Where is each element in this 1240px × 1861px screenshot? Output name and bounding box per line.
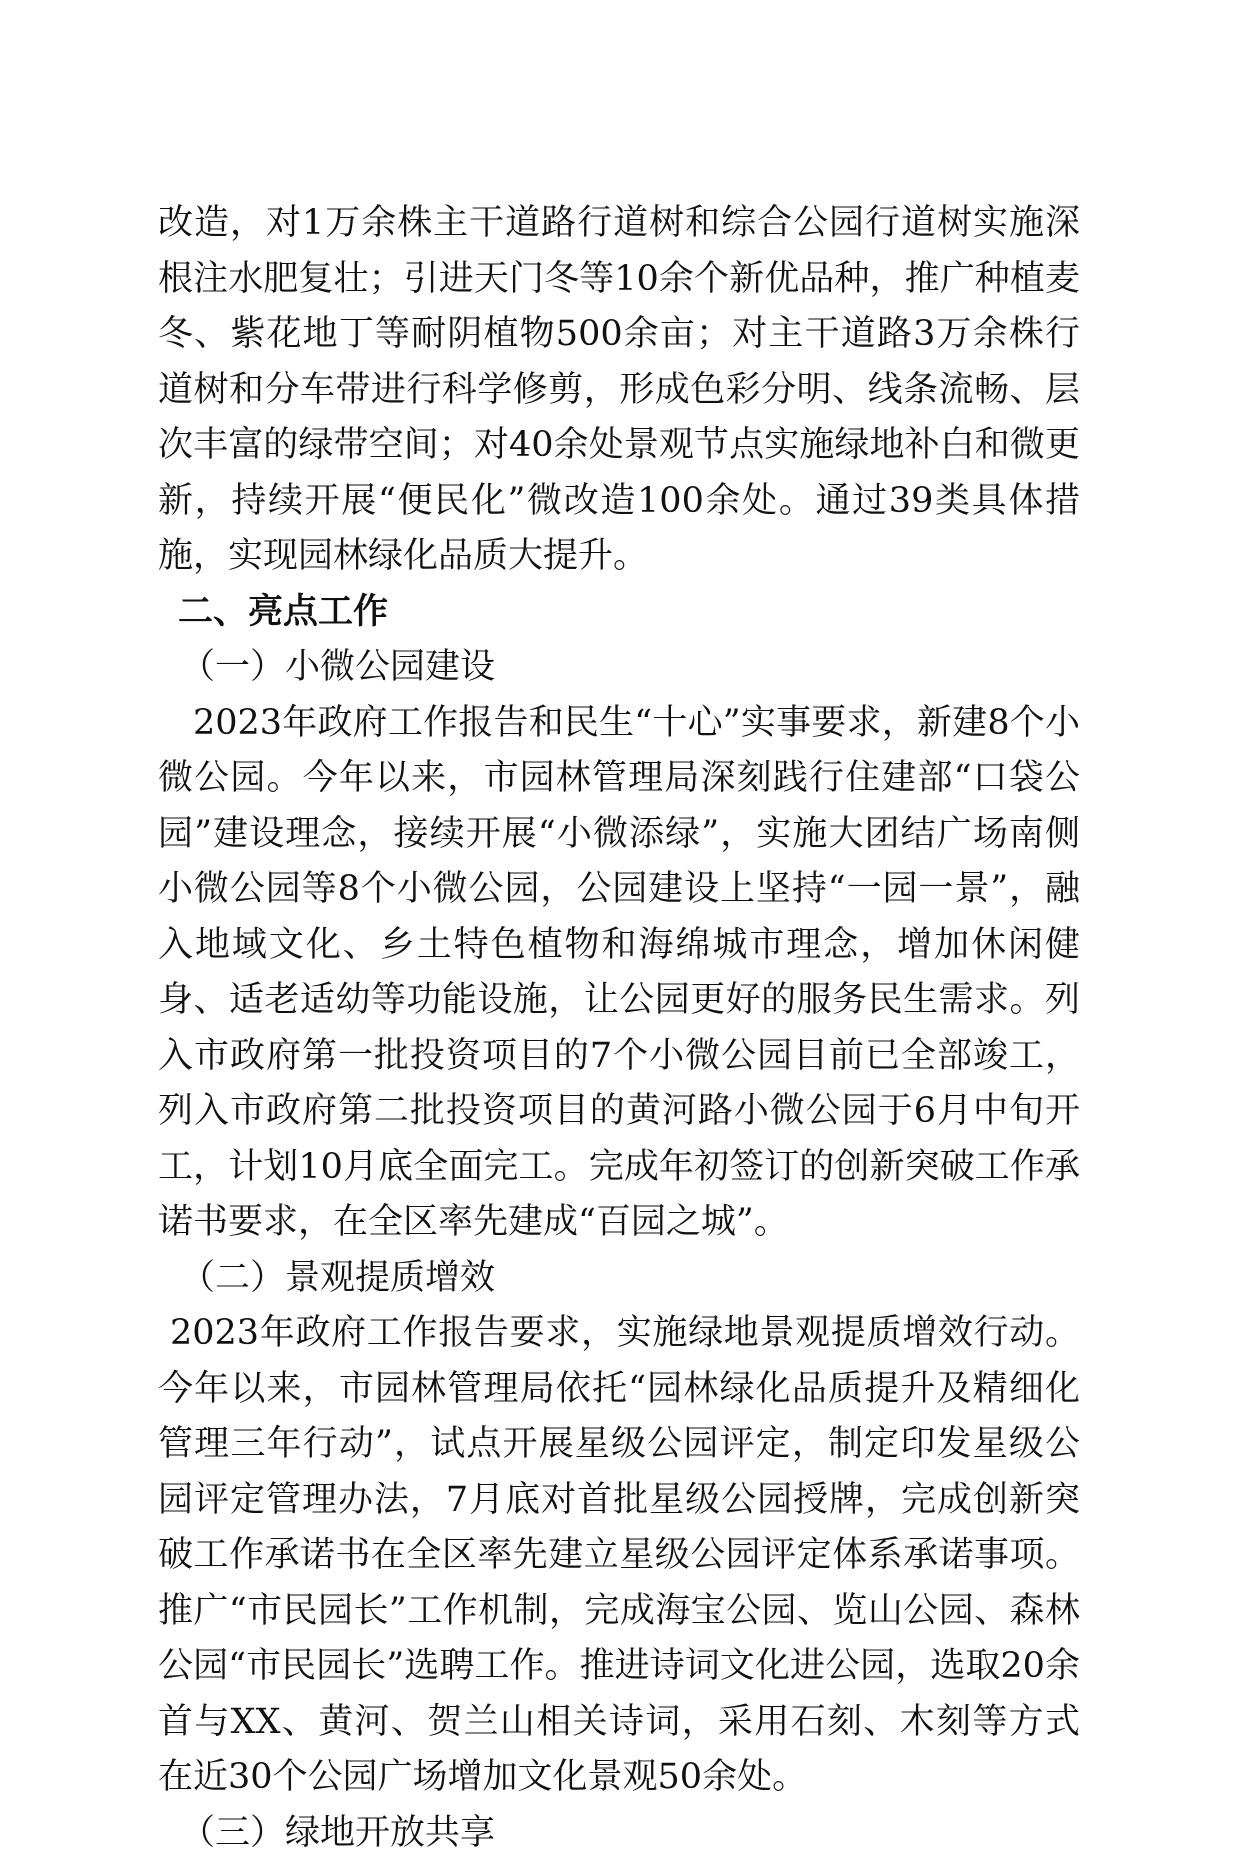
subsection-heading-green-space-sharing: （三）绿地开放共享: [158, 1806, 1080, 1861]
paragraph-micro-parks: 2023年政府工作报告和民生“十心”实事要求，新建8个小微公园。今年以来，市园林管理局深刻践行住建部“口袋公园”建设理念，接续开展“小微添绿”，实施大团结广场南侧小微公园等8个小微公园，公园建设上坚持“一园一景”，融入地域文化、乡土特色植物和海绵城市理念，增加休闲健身、适老适幼等功能设施，让公园更好的服务民生需求。列入市政府第一批投资项目的7个小微公园目前已全部竣工，列入市政府第二批投资项目的黄河路小微公园于6月中旬开工，计划10月底全面完工。完成年初签订的创新突破工作承诺书要求，在全区率先建成“百园之城”。: [158, 696, 1080, 1251]
paragraph-landscape-upgrade: 2023年政府工作报告要求，实施绿地景观提质增效行动。今年以来，市园林管理局依托“园林绿化品质提升及精细化管理三年行动”，试点开展星级公园评定，制定印发星级公园评定管理办法，7月底对首批星级公园授牌，完成创新突破工作承诺书在全区率先建立星级公园评定体系承诺事项。推广“市民园长”工作机制，完成海宝公园、览山公园、森林公园“市民园长”选聘工作。推进诗词文化进公园，选取20余首与XX、黄河、贺兰山相关诗词，采用石刻、木刻等方式在近30个公园广场增加文化景观50余处。: [158, 1306, 1080, 1806]
subsection-heading-micro-parks: （一）小微公园建设: [158, 640, 1080, 696]
document-body: [158, 196, 1080, 1861]
paragraph-continued: 改造，对1万余株主干道路行道树和综合公园行道树实施深根注水肥复壮；引进天门冬等10余个新优品种，推广种植麦冬、紫花地丁等耐阴植物500余亩；对主干道路3万余株行道树和分车带进行科学修剪，形成色彩分明、线条流畅、层次丰富的绿带空间；对40余处景观节点实施绿地补白和微更新，持续开展“便民化”微改造100余处。通过39类具体措施，实现园林绿化品质大提升。: [158, 196, 1080, 585]
section-heading-highlights: 二、亮点工作: [158, 585, 1080, 641]
subsection-heading-landscape-upgrade: （二）景观提质增效: [158, 1251, 1080, 1307]
